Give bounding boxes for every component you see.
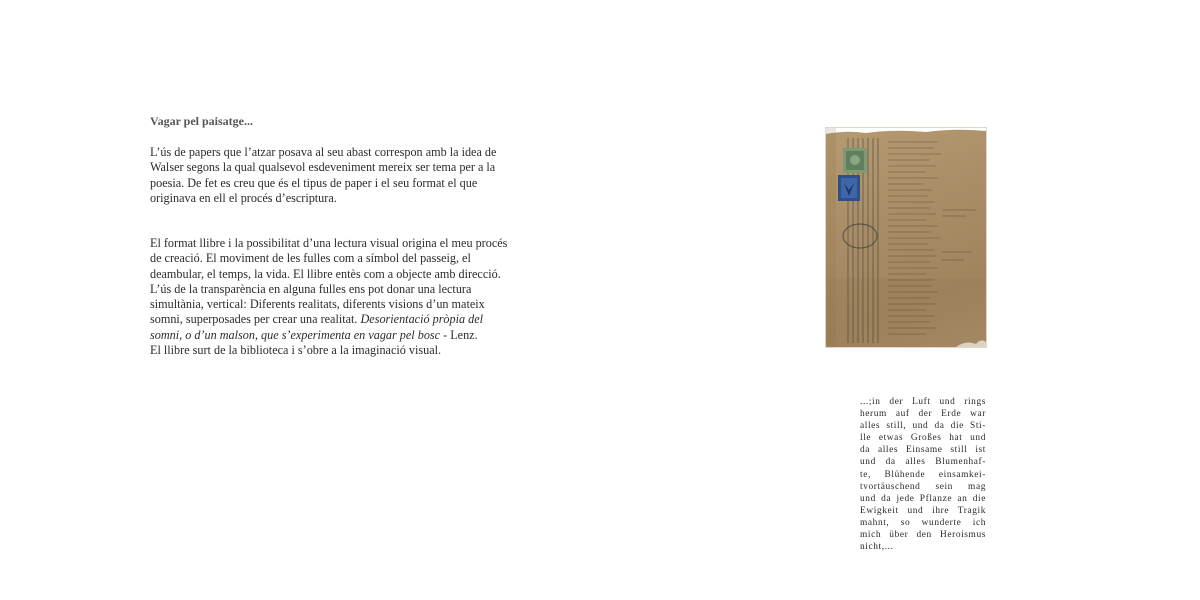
text-line: L’ús de la transparència en alguna fulles ens pot donar una lectura: [150, 281, 472, 296]
text-line: deambular, el temps, la vida. El llibre entès com a objecte amb direcció.: [150, 266, 501, 281]
quote-line: mahnt, so wunderte ich: [860, 517, 986, 528]
text-line: Walser segons la qual qualsevol esdeveniment mereix ser tema per a la: [150, 160, 496, 175]
citation-author: - Lenz.: [440, 327, 478, 342]
quote-line: mich über den Heroismus: [860, 530, 986, 541]
quote-line: und da alles Blumenhaf-: [860, 457, 986, 468]
text-plain: somni, superposades per crear una realitat.: [150, 312, 361, 327]
text-line: de creació. El moviment de les fulles com a símbol del passeig, el: [150, 251, 471, 266]
lenz-citation: somni, o d’un malson, que s’experimenta en vagar pel bosc: [150, 327, 441, 342]
text-line: L’ús de papers que l’atzar posava al seu abast correspon amb la idea de: [150, 145, 497, 159]
paragraph-walser: [150, 145, 497, 206]
text-line: El format llibre i la possibilitat d’una lectura visual origina el meu procés: [150, 236, 508, 250]
quote-line: nicht,...: [860, 542, 894, 553]
walser-quote: [860, 396, 986, 553]
quote-line: ...;in der Luft und rings: [860, 397, 986, 407]
quote-line: alles still, und da die Sti-: [860, 421, 986, 432]
quote-line: Ewigkeit und ihre Tragik: [860, 505, 986, 516]
section-heading: Vagar pel paisatge...: [150, 114, 254, 128]
text-line: originava en ell el procés d’escriptura.: [150, 190, 337, 205]
text-line: simultània, vertical: Diferents realitats, diferents visions d’un mateix: [150, 297, 485, 312]
quote-line: herum auf der Erde war: [860, 409, 986, 420]
paragraph-creative-process: [150, 236, 508, 358]
text-line: [150, 312, 495, 327]
quote-line: lle etwas Großes hat und: [860, 433, 986, 444]
quote-line: tvortäuschend sein mag: [860, 481, 986, 492]
quote-line: te, Blühende einsamkei-: [860, 469, 986, 480]
blue-stamp: [838, 175, 860, 201]
text-line: [150, 328, 495, 343]
green-stamp: [843, 148, 867, 173]
walser-letter-image: [826, 128, 986, 347]
quote-line: da alles Einsame still ist: [860, 445, 986, 456]
text-line: El llibre surt de la biblioteca i s’obre a la imaginació visual.: [150, 343, 442, 358]
lenz-citation: Desorientació pròpia del: [360, 312, 484, 327]
quote-line: und da jede Pflanze an die: [860, 493, 986, 504]
text-line: poesia. De fet es creu que és el tipus de paper i el seu format el que: [150, 175, 478, 190]
